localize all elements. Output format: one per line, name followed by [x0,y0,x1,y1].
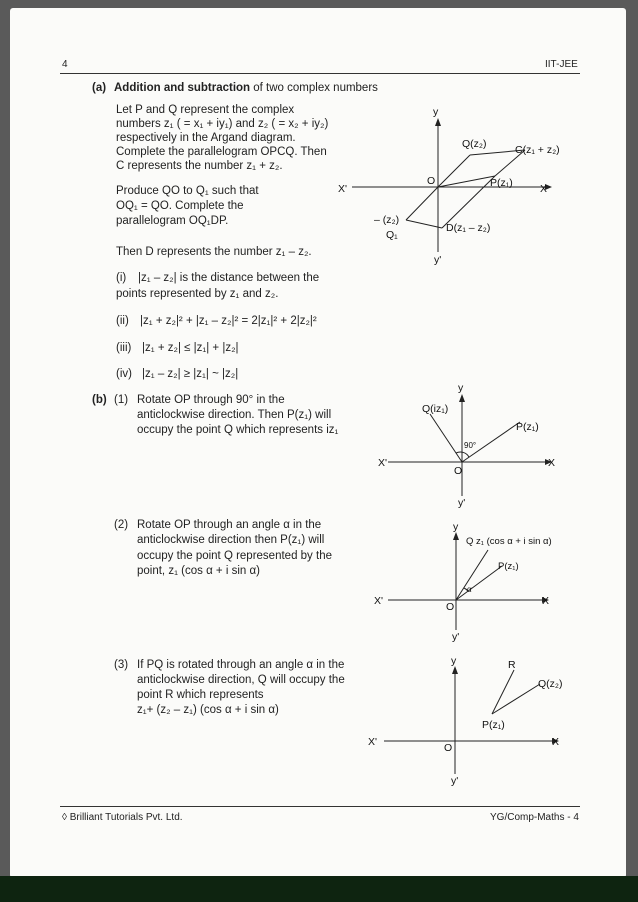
para1-line-1: numbers z₁ ( = x₁ + iy₁) and z₂ ( = x₂ + iy₂) [116,118,329,130]
item2-line-3: point, z₁ (cos α + i sin α) [137,565,260,577]
header-rule [60,73,580,74]
item-iii-text: |z₁ + z₂| ≤ |z₁| + |z₂| [142,342,239,354]
item-ii-text: |z₁ + z₂|² + |z₁ – z₂|² = 2|z₁|² + 2|z₂|² [140,315,317,327]
d2-axis-x-neg-label: X' [374,595,384,607]
section-a-title-rest: of two complex numbers [250,82,378,94]
item1-line-0: Rotate OP through 90° in the [137,394,285,406]
d1-point-p-label: P(z₁) [516,421,539,433]
section-b-label: (b) [92,394,107,406]
para2-line-0: Produce QO to Q₁ such that [116,185,259,197]
section-a-title [114,81,378,95]
d3-axis-y-label: y [451,655,457,667]
d1-point-q-label: Q(iz₁) [422,403,449,415]
d1-origin-label: O [454,465,463,477]
rotation-diagram-1 [370,378,570,508]
section-a-label: (a) [92,82,107,94]
point-q-label: Q(z₂) [462,138,487,150]
d2-axis-x-label: X [542,595,550,607]
point-d-label: D(z₁ – z₂) [446,222,491,234]
d1-axis-y-neg-label: y' [458,497,466,508]
d1-axis-x-label: X [548,457,556,469]
d3-point-q-label: Q(z₂) [538,678,563,690]
d3-point-p-label: P(z₁) [482,719,505,731]
axis-y-label: y [433,106,439,118]
item-ii-num: (ii) [116,315,129,327]
item3-line-1: anticlockwise direction, Q will occupy the [137,674,345,686]
para2-line-1: OQ₁ = QO. Complete the [116,200,244,212]
page-number: 4 [62,59,68,70]
item1-line-1: anticlockwise direction. Then P(z₁) will [137,409,332,421]
argand-diagram-a [330,100,570,270]
d3-point-r-label: R [508,659,516,671]
neg-z2-label: – (z₂) [374,214,400,226]
d2-origin-label: O [446,601,455,613]
d1-axis-x-neg-label: X' [378,457,388,469]
d2-point-p-label: P(z₁) [498,561,519,572]
axis-x-neg-label: X' [338,183,348,195]
point-c-label: C(z₁ + z₂) [515,144,560,156]
item1-num: (1) [114,394,129,406]
para1-line-2: respectively in the Argand diagram. [116,132,296,144]
item-i-line-0: |z₁ – z₂| is the distance between the [138,272,320,284]
item-iii-num: (iii) [116,342,132,354]
section-a-title-bold: Addition and subtraction [114,82,251,94]
item-i-num: (i) [116,272,127,284]
item3-line-3: z₁+ (z₂ – z₁) (cos α + i sin α) [137,704,279,716]
d2-point-q-label: Q z₁ (cos α + i sin α) [466,536,552,547]
d1-angle-label: 90° [464,441,477,450]
d3-axis-y-neg-label: y' [451,775,459,787]
footer-rule [60,806,580,807]
para1-line-4: C represents the number z₁ + z₂. [116,160,283,172]
item-i-line-1: points represented by z₁ and z₂. [116,288,279,300]
rotation-diagram-2 [370,522,570,647]
item1-line-2: occupy the point Q which represents iz₁ [137,424,339,436]
axis-x-label: X [540,183,548,195]
d2-angle-label: α [467,585,472,594]
origin-label: O [427,175,436,187]
axis-y-neg-label: y' [434,254,442,266]
footer-left: ◊ Brilliant Tutorials Pvt. Ltd. [62,812,183,823]
item2-line-1: anticlockwise direction then P(z₁) will [137,534,325,546]
item2-num: (2) [114,519,129,531]
item3-line-2: point R which represents [137,689,264,701]
item-iv-text: |z₁ – z₂| ≥ |z₁| ~ |z₂| [142,368,239,380]
para3: Then D represents the number z₁ – z₂. [116,246,312,258]
d1-axis-y-label: y [458,382,464,394]
rotation-diagram-3 [362,652,572,792]
para2-line-2: parallelogram OQ₁DP. [116,215,229,227]
item3-line-0: If PQ is rotated through an angle α in the [137,659,345,671]
d3-origin-label: O [444,742,453,754]
para1-line-0: Let P and Q represent the complex [116,104,295,116]
d3-axis-x-neg-label: X' [368,736,378,748]
d2-axis-y-label: y [453,522,459,533]
item3-num: (3) [114,659,129,671]
d3-axis-x-label: X [552,736,560,748]
point-p-label: P(z₁) [490,177,513,189]
item2-line-0: Rotate OP through an angle α in the [137,519,322,531]
d2-axis-y-neg-label: y' [452,631,460,643]
point-q1-label: Q₁ [386,229,398,241]
header-course: IIT-JEE [545,59,578,70]
bottom-band [0,876,638,902]
item2-line-2: occupy the point Q represented by the [137,550,332,562]
footer-right: YG/Comp-Maths - 4 [490,812,579,823]
item-iv-num: (iv) [116,368,132,380]
para1-line-3: Complete the parallelogram OPCQ. Then [116,146,327,158]
